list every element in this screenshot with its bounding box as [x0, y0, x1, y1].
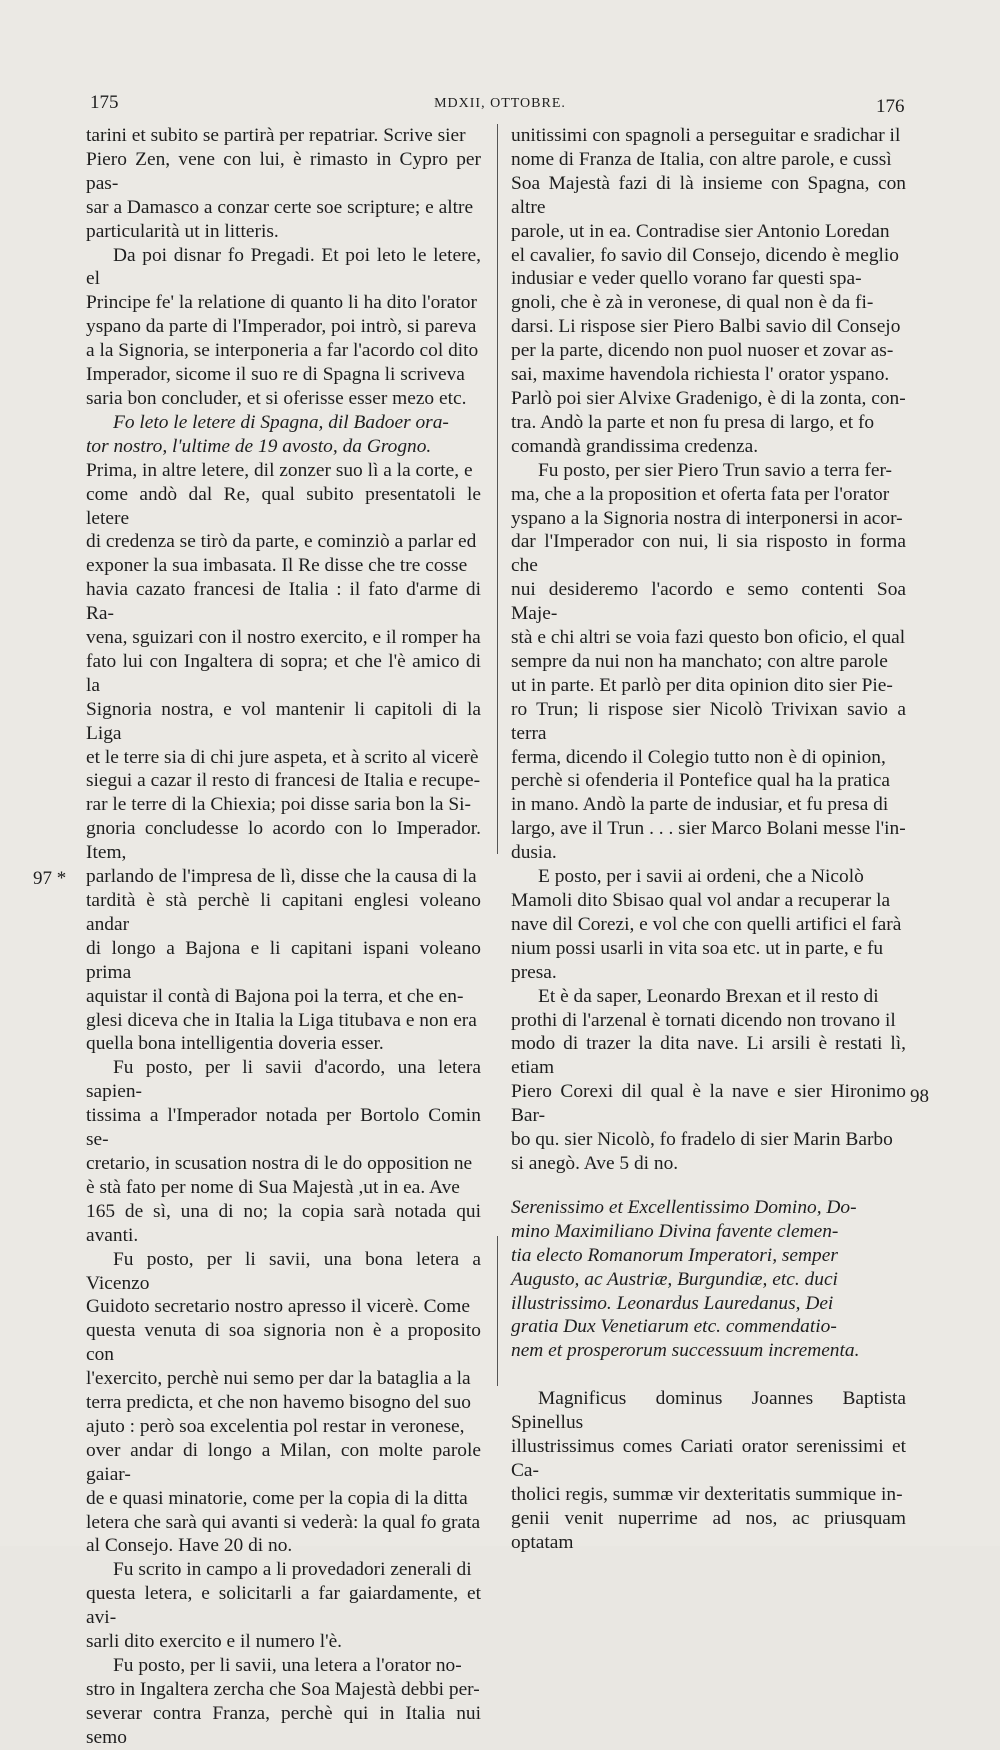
text-line: Magnificus dominus Joannes Baptista Spinellus — [511, 1388, 906, 1434]
text-line: sempre da nui non ha manchato; con altre parole — [511, 650, 888, 672]
text-line: gnoria concludesse lo acordo con lo Imperador. Item, — [86, 818, 481, 864]
text-line: glesi diceva che in Italia la Liga titubava e non era — [86, 1009, 477, 1031]
text-line: presa. — [511, 961, 557, 983]
text-line: nome di Franza de Italia, con altre parole, e cussì — [511, 148, 892, 170]
text-line: 165 de sì, una di no; la copia sarà notada qui avanti. — [86, 1200, 481, 1246]
text-line: tia electo Romanorum Imperatori, semper — [511, 1244, 838, 1266]
text-line: Piero Zen, vene con lui, è rimasto in Cypro per pas- — [86, 148, 481, 194]
text-line: Fu scrito in campo a li provedadori zenerali di — [113, 1559, 472, 1581]
text-line: nui desideremo l'acordo e semo contenti Soa Maje- — [511, 579, 906, 625]
text-line: over andar di longo a Milan, con molte parole gaiar- — [86, 1439, 481, 1485]
text-line: Soa Majestà fazi di là insieme con Spagna, con altre — [511, 172, 906, 218]
text-line: tholici regis, summæ vir dexteritatis summique in- — [511, 1483, 903, 1505]
text-line: parlando de l'impresa de lì, disse che la causa di la — [86, 866, 477, 888]
text-line: modo di trazer la dita nave. Li arsili è restati lì, etiam — [511, 1033, 906, 1079]
text-line: stà e chi altri se voia fazi questo bon oficio, el qual — [511, 627, 906, 649]
margin-marker-right: 98 — [910, 1086, 929, 1107]
text-line: ferma, dicendo il Colegio tutto non è di opinion, — [511, 746, 886, 768]
text-line: dusia. — [511, 842, 557, 864]
text-line: unitissimi con spagnoli a perseguitar e sradichar il — [511, 125, 901, 146]
text-line: cretario, in scusation nostra di le do opposition ne — [86, 1152, 473, 1174]
text-line: dar l'Imperador con nui, li sia risposto in forma che — [511, 531, 906, 577]
text-line: Fo leto le letere di Spagna, dil Badoer ora- — [113, 411, 449, 433]
text-line: Mamoli dito Sbisao qual vol andar a recuperar la — [511, 890, 891, 911]
text-line: gnoli, che è zà in veronese, di qual non è da fi- — [511, 292, 874, 314]
text-line: parole, ut in ea. Contradise sier Antonio Loredan — [511, 220, 890, 242]
text-line: Serenissimo et Excellentissimo Domino, Do- — [511, 1196, 857, 1218]
text-line: tarini et subito se partirà per repatriar. Scrive sier — [86, 125, 466, 146]
text-line: tardità è stà perchè li capitani englesi voleano andar — [86, 890, 481, 935]
left-page-number: 175 — [90, 92, 119, 113]
left-column — [86, 124, 481, 1750]
text-line: stro in Ingaltera zercha che Soa Majestà debbi per- — [86, 1678, 480, 1700]
text-line: Prima, in altre letere, dil zonzer suo lì a la corte, e — [86, 459, 473, 481]
text-line: gratia Dux Venetiarum etc. commendatio- — [511, 1316, 837, 1338]
right-page-number: 176 — [876, 96, 905, 117]
text-line: questa venuta di soa signoria non è a proposito con — [86, 1320, 481, 1366]
text-line: genii venit nuperrime ad nos, ac priusquam optatam — [511, 1507, 906, 1553]
text-line: Et è da saper, Leonardo Brexan et il resto di — [538, 985, 879, 1007]
text-line: tor nostro, l'ultime de 19 avosto, da Grogno. — [86, 435, 432, 457]
text-line: Piero Corexi dil qual è la nave e sier Hironimo Bar- — [511, 1081, 906, 1127]
running-title: MDXII, OTTOBRE. — [434, 96, 566, 111]
text-line: nem et prosperorum successuum incrementa. — [511, 1340, 860, 1362]
text-line: rar le terre di la Chiexia; poi disse saria bon la Si- — [86, 794, 472, 816]
text-line: di credenza se tirò da parte, e cominziò a parlar ed — [86, 531, 477, 553]
text-line: illustrissimo. Leonardus Lauredanus, Dei — [511, 1292, 834, 1314]
text-line: bo qu. sier Nicolò, fo fradelo di sier Marin Barbo — [511, 1129, 893, 1151]
right-column — [511, 124, 906, 1555]
text-line: sai, maxime havendola richiesta l' orator yspano. — [511, 364, 890, 386]
text-line: Fu posto, per li savii, una bona letera a Vicenzo — [86, 1248, 481, 1294]
margin-marker-left: 97 * — [33, 868, 67, 889]
text-line: Fu posto, per li savii, una letera a l'orator no- — [113, 1655, 462, 1676]
text-line: a la Signoria, se interponeria a far l'acordo col dito — [86, 340, 479, 362]
text-line: Parlò poi sier Alvixe Gradenigo, è di la zonta, con- — [511, 387, 906, 409]
text-line: Guidoto secretario nostro apresso il vicerè. Come — [86, 1296, 470, 1318]
text-line: nave dil Corezi, e vol che con quelli artifici el farà — [511, 913, 902, 935]
text-line: Signoria nostra, e vol mantenir li capitoli di la Liga — [86, 698, 481, 744]
text-line: perchè si ofenderia il Pontefice qual ha la pratica — [511, 770, 891, 792]
text-line: Principe fe' la relatione di quanto li ha dito l'orator — [86, 292, 477, 314]
text-line: indusiar e veder quello vorano far questi spa- — [511, 268, 862, 290]
text-line: Da poi disnar fo Pregadi. Et poi leto le letere, el — [86, 244, 481, 290]
text-line: darsi. Li rispose sier Piero Balbi savio dil Consejo — [511, 316, 901, 338]
text-line: nium possi usarli in vita soa etc. ut in parte, e fu — [511, 937, 884, 959]
text-line: come andò dal Re, qual subito presentatoli le letere — [86, 483, 481, 529]
column-divider — [497, 124, 498, 854]
text-line: prothi di l'arzenal è tornati dicendo non trovano il — [511, 1009, 896, 1031]
text-line: Imperador, sicome il suo re di Spagna li scriveva — [86, 364, 465, 386]
text-line: mino Maximiliano Divina favente clemen- — [511, 1220, 839, 1242]
text-line: questa letera, e solicitarli a far gaiardamente, et avi- — [86, 1583, 481, 1629]
text-line: fato lui con Ingaltera di sopra; et che l'è amico di la — [86, 650, 481, 696]
text-line: di longo a Bajona e li capitani ispani voleano prima — [86, 937, 481, 983]
text-line: tissima a l'Imperador notada per Bortolo Comin se- — [86, 1105, 481, 1151]
text-line: particularità ut in litteris. — [86, 220, 279, 242]
page-header — [0, 88, 1000, 118]
text-line: al Consejo. Have 20 di no. — [86, 1535, 293, 1557]
text-line: siegui a cazar il resto di francesi de Italia e recupe- — [86, 770, 481, 792]
text-line: Augusto, ac Austriæ, Burgundiæ, etc. duci — [511, 1268, 838, 1290]
text-line: vena, sguizari con il nostro exercito, e il romper ha — [86, 627, 481, 649]
text-line: largo, ave il Trun . . . sier Marco Bolani messe l'in- — [511, 818, 906, 840]
text-line: exponer la sua imbasata. Il Re disse che tre cosse — [86, 555, 468, 577]
text-line: saria bon concluder, et si oferisse esser mezo etc. — [86, 387, 467, 409]
text-line: per la parte, dicendo non puol nuoser et zovar as- — [511, 340, 894, 362]
text-line: havia cazato francesi de Italia : il fato d'arme di Ra- — [86, 579, 481, 625]
text-line: in mano. Andò la parte de indusiar, et fu presa di — [511, 794, 889, 816]
text-line: è stà fato per nome di Sua Majestà ,ut in ea. Ave — [86, 1176, 460, 1198]
text-line: ro Trun; li rispose sier Nicolò Trivixan savio a terra — [511, 698, 906, 744]
text-line: Fu posto, per sier Piero Trun savio a terra fer- — [538, 459, 892, 481]
text-line: ma, che a la proposition et oferta fata per l'orator — [511, 483, 890, 505]
text-line: letera che sarà qui avanti si vederà: la qual fo grata — [86, 1511, 481, 1533]
text-line: illustrissimus comes Cariati orator serenissimi et Ca- — [511, 1436, 906, 1481]
text-line: Fu posto, per li savii d'acordo, una letera sapien- — [86, 1057, 481, 1103]
text-line: quella bona intelligentia doveria esser. — [86, 1033, 384, 1055]
text-line: el cavalier, fo savio dil Consejo, dicendo è meglio — [511, 244, 900, 266]
text-line: aquistar il contà di Bajona poi la terra, et che en- — [86, 985, 464, 1007]
text-line: severar contra Franza, perchè qui in Italia nui semo — [86, 1702, 481, 1748]
text-line: tra. Andò la parte et non fu presa di largo, et fo — [511, 411, 875, 433]
text-line: et le terre sia di chi jure aspeta, et à scrito al vicerè — [86, 746, 479, 768]
text-line: yspano a la Signoria nostra di interponersi in acor- — [511, 507, 903, 529]
text-line: terra predicta, et che non havemo bisogno del suo — [86, 1392, 471, 1414]
text-line: si anegò. Ave 5 di no. — [511, 1152, 679, 1174]
text-line: l'exercito, perchè nui semo per dar la bataglia a la — [86, 1368, 471, 1390]
text-line: E posto, per i savii ai ordeni, che a Nicolò — [538, 866, 864, 888]
text-line: ajuto : però soa excelentia pol restar in veronese, — [86, 1415, 465, 1437]
text-line: sar a Damasco a conzar certe soe scripture; e altre — [86, 196, 474, 218]
text-line: comandà grandissima credenza. — [511, 435, 759, 457]
text-line: sarli dito exercito e il numero l'è. — [86, 1631, 343, 1653]
text-line: de e quasi minatorie, come per la copia di la ditta — [86, 1487, 468, 1509]
text-line: yspano da parte di l'Imperador, poi intrò, si pareva — [86, 316, 477, 338]
text-line: ut in parte. Et parlò per dita opinion dito sier Pie- — [511, 674, 893, 696]
column-divider — [497, 1236, 498, 1386]
